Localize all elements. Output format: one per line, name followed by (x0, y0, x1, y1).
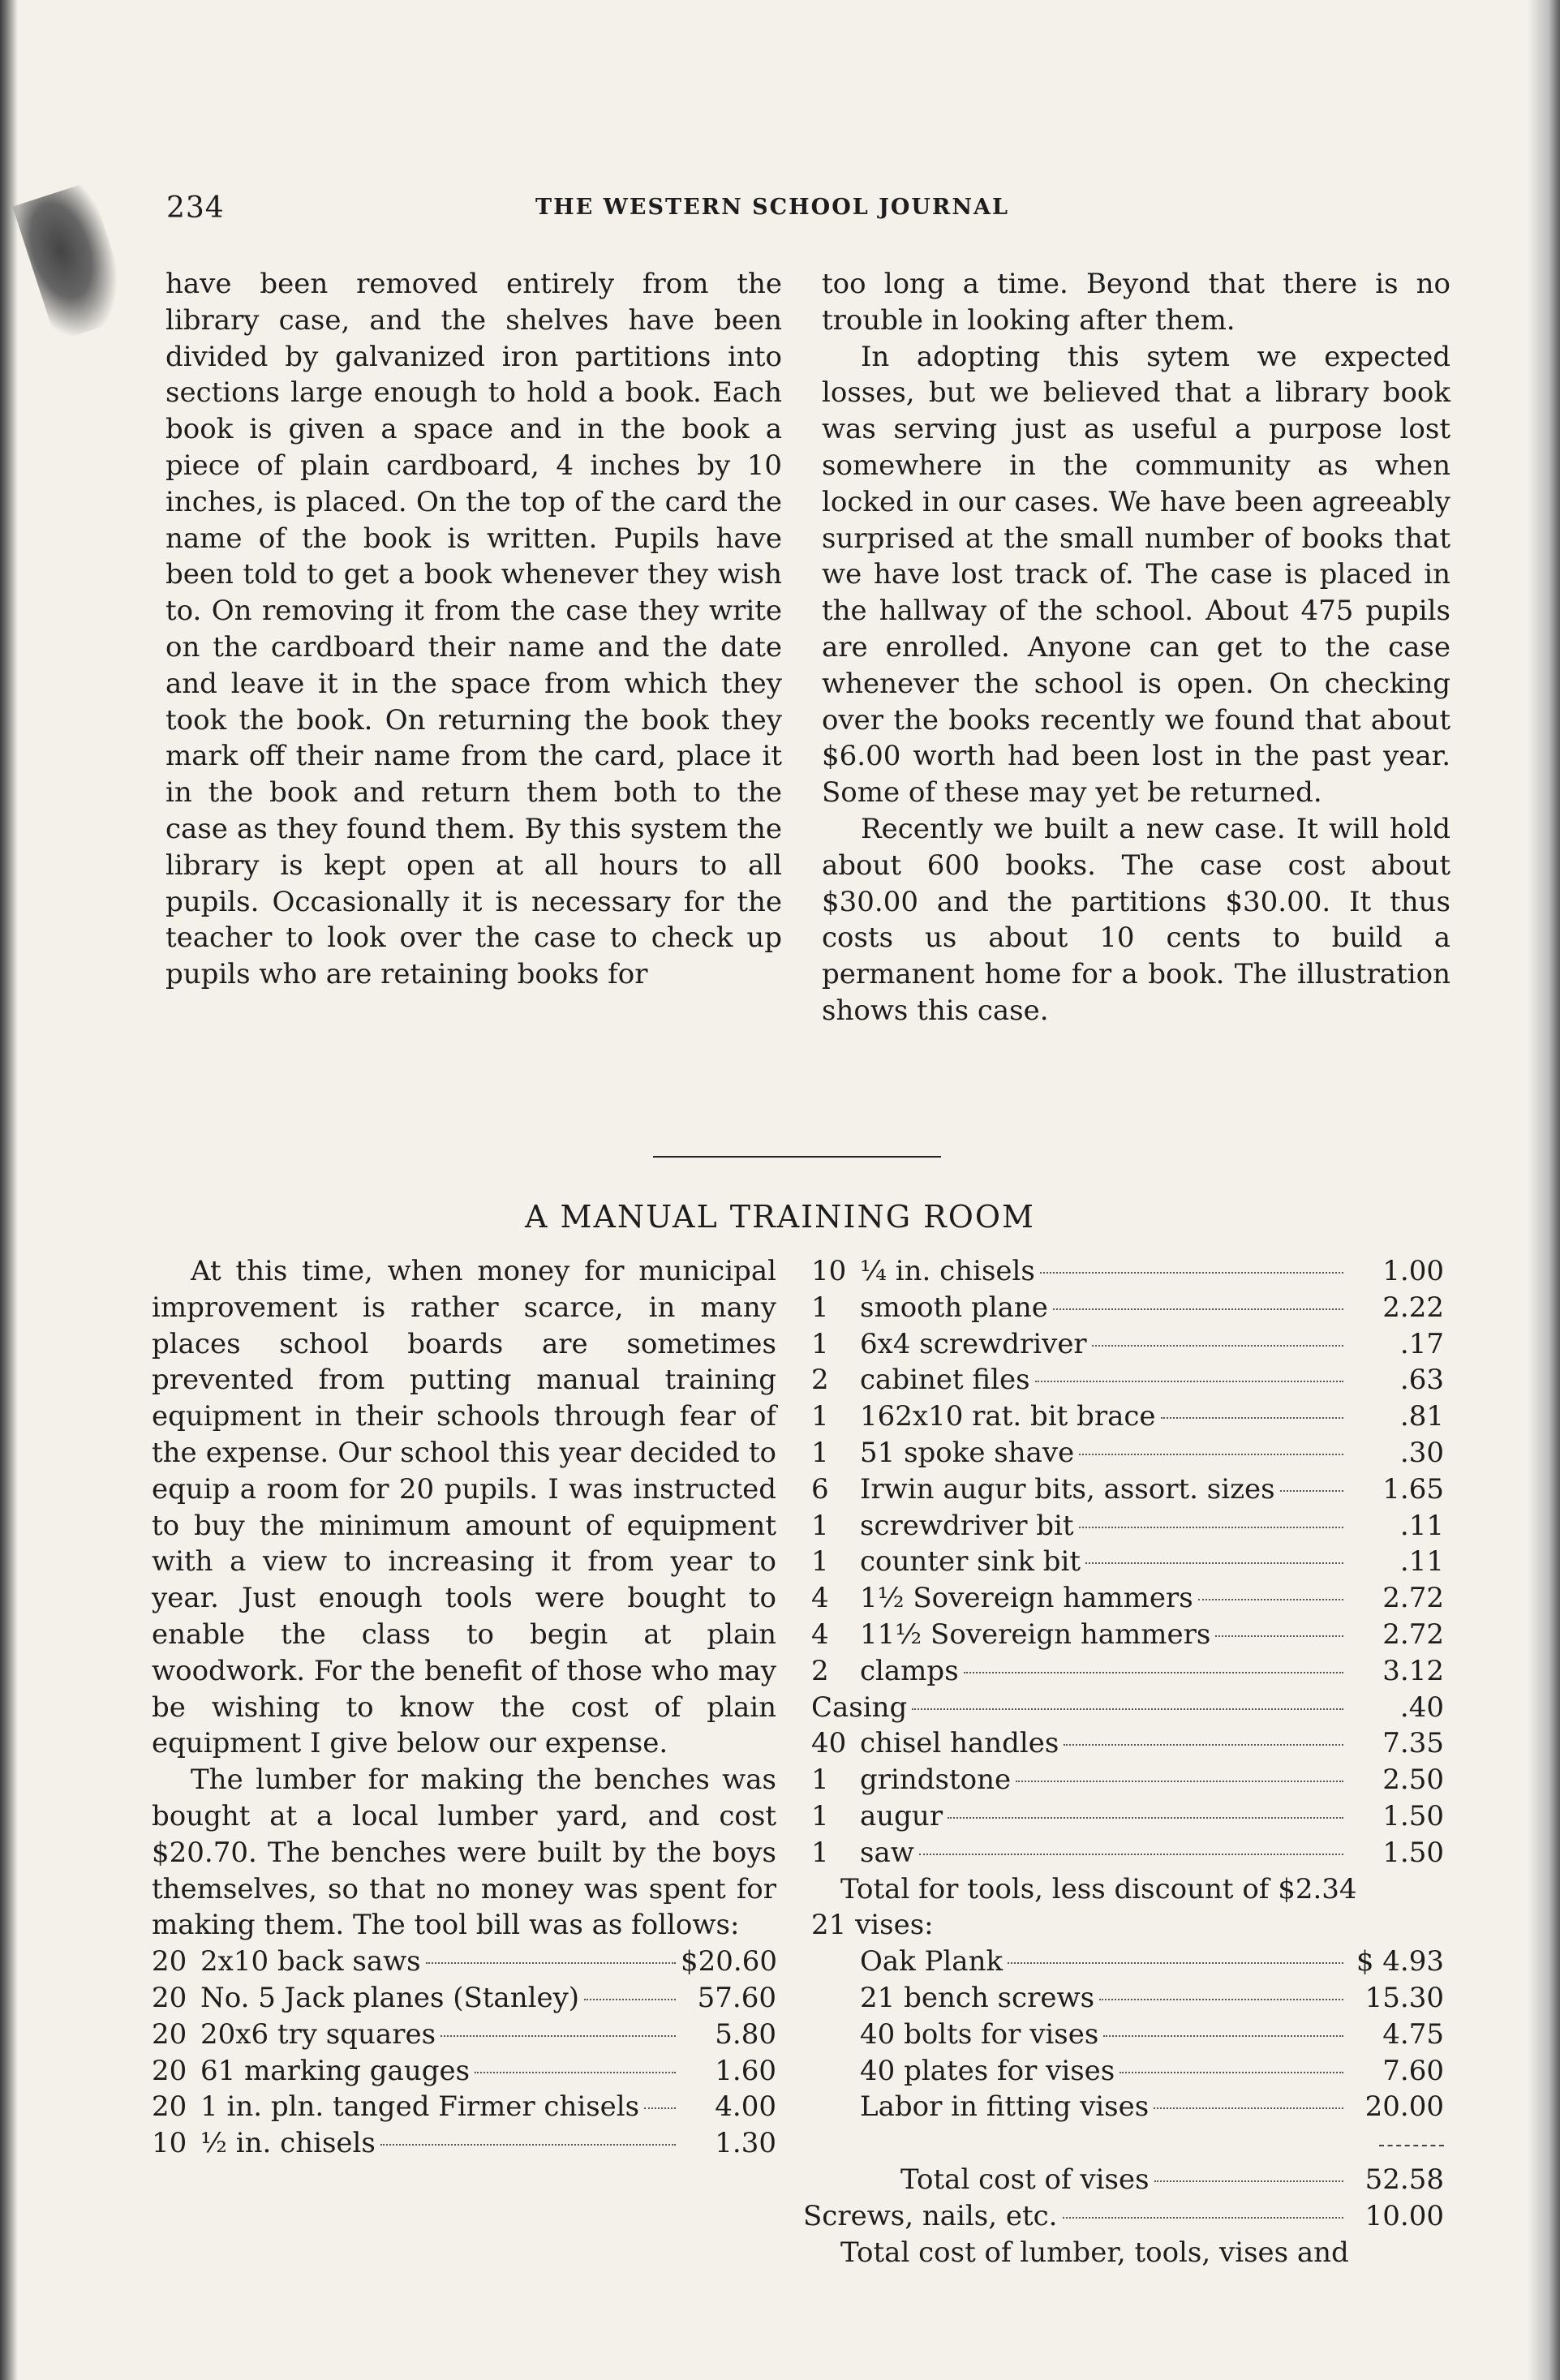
list-item (811, 1508, 1444, 1544)
list-item (811, 1544, 1444, 1580)
screws-label: Screws, nails, etc. (803, 2199, 1058, 2232)
library-article-right-column (822, 266, 1450, 1029)
item-description: 162x10 rat. bit brace (860, 1400, 1156, 1433)
item-amount: 4.00 (715, 2090, 776, 2124)
manual-training-paragraph-2: The lumber for making the benches was bought at a local lumber yard, and cost $20.70. The benches were built by the boys themselves, so that no money was spent for making them. The tool bill was as follows: (152, 1764, 776, 1942)
item-quantity: 1 (811, 1836, 829, 1869)
page-left-edge (0, 0, 18, 2380)
item-quantity: 1 (811, 1799, 829, 1832)
dot-leader (1103, 2035, 1343, 2037)
item-quantity: 4 (811, 1582, 829, 1615)
dot-leader (964, 1672, 1343, 1673)
page-number: 234 (166, 191, 225, 225)
item-quantity: 6 (811, 1472, 829, 1506)
item-amount: 2.50 (1382, 1764, 1444, 1797)
item-description: clamps (860, 1654, 959, 1687)
list-item (811, 1580, 1444, 1617)
item-amount: .81 (1399, 1400, 1444, 1433)
item-amount: 57.60 (697, 1981, 776, 2014)
item-description: No. 5 Jack planes (Stanley) (200, 1981, 580, 2014)
item-amount: 1.60 (715, 2054, 776, 2087)
item-amount: 4.75 (1382, 2017, 1444, 2051)
item-quantity: 10 (811, 1255, 847, 1287)
list-item (811, 1762, 1444, 1798)
item-amount: .11 (1399, 1509, 1444, 1542)
item-amount: 20.00 (1364, 2090, 1444, 2124)
item-amount: 2.72 (1382, 1617, 1444, 1651)
final-total-line: Total cost of lumber, tools, vises and (840, 2236, 1349, 2269)
item-description: 40 bolts for vises (860, 2017, 1099, 2051)
dot-leader (1161, 1417, 1343, 1419)
item-amount: .17 (1399, 1327, 1444, 1360)
dot-leader (1085, 1562, 1343, 1564)
item-description: Oak Plank (860, 1945, 1003, 1978)
list-item (811, 1725, 1444, 1762)
item-amount: 5.80 (715, 2017, 776, 2051)
item-description: Casing (811, 1690, 908, 1724)
list-item (152, 2125, 776, 2162)
item-quantity: 1 (811, 1764, 829, 1797)
dot-leader (1040, 1272, 1343, 1274)
item-description: 1 in. pln. tanged Firmer chisels (200, 2090, 640, 2124)
list-item (811, 1362, 1444, 1398)
item-quantity: 4 (811, 1617, 829, 1651)
item-quantity: 1 (811, 1327, 829, 1360)
item-quantity: 10 (152, 2127, 187, 2160)
item-description: 6x4 screwdriver (860, 1327, 1087, 1360)
item-quantity: 20 (152, 1945, 187, 1978)
list-item (152, 1980, 776, 2017)
item-amount: .63 (1399, 1364, 1444, 1397)
vises-label: 21 vises: (811, 1909, 934, 1942)
vises-total-row (900, 2162, 1444, 2198)
dot-leader (380, 2144, 676, 2146)
item-quantity: 20 (152, 2090, 187, 2124)
library-article-left-column (165, 266, 782, 993)
item-description: Labor in fitting vises (860, 2090, 1150, 2124)
dot-leader (1198, 1599, 1343, 1600)
item-description: 20x6 try squares (200, 2017, 436, 2051)
dot-leader (440, 2035, 676, 2037)
library-right-paragraph-2: In adopting this sytem we expected losses, but we believed that a library book was serving just as useful a purpose lost somewhere in the community as when locked in our cases. We have been agreeably surprised at the small number of books that we have lost track of. The case is placed in the hallway of the school. About 475 pupils are enrolled. Anyone can get to the case whenever the school is open. On checking over the books recently we found that about $6.00 worth had been lost in the past year. Some of these may yet be returned. (822, 340, 1450, 810)
dot-leader (426, 1962, 676, 1964)
list-item (860, 2053, 1444, 2090)
item-description: grindstone (860, 1764, 1012, 1797)
item-amount: $20.60 (681, 1945, 777, 1978)
list-item (811, 1435, 1444, 1471)
item-description: screwdriver bit (860, 1509, 1074, 1542)
item-amount: .40 (1399, 1690, 1444, 1724)
screws-row (803, 2198, 1444, 2235)
item-amount: 3.12 (1382, 1654, 1444, 1687)
item-quantity: 2 (811, 1364, 829, 1397)
dot-leader (912, 1708, 1343, 1710)
item-description: augur (860, 1799, 943, 1832)
list-item (811, 1690, 1444, 1726)
dot-leader (1064, 1744, 1343, 1746)
list-item (860, 1980, 1444, 2017)
item-amount: 15.30 (1364, 1981, 1444, 2014)
item-amount: 2.22 (1382, 1291, 1444, 1324)
tool-list-right (811, 1253, 1444, 1871)
dot-leader (1154, 2180, 1343, 2182)
item-amount: $ 4.93 (1356, 1945, 1444, 1978)
vises-total-list (811, 2162, 1444, 2198)
dot-leader (1008, 1962, 1343, 1964)
item-description: 21 bench screws (860, 1981, 1095, 2014)
item-quantity: 1 (811, 1436, 829, 1469)
list-item (811, 1798, 1444, 1835)
list-item (860, 2017, 1444, 2053)
item-description: 11½ Sovereign hammers (860, 1617, 1211, 1651)
manual-training-left-column (152, 1253, 776, 2162)
item-quantity: 20 (152, 2054, 187, 2087)
list-item (811, 1471, 1444, 1508)
list-item (152, 2089, 776, 2125)
item-quantity: 20 (152, 1981, 187, 2014)
item-amount: .11 (1399, 1545, 1444, 1579)
item-amount: .30 (1399, 1436, 1444, 1469)
list-item (152, 1944, 776, 1980)
list-item (811, 1835, 1444, 1871)
section-title: A MANUAL TRAINING ROOM (525, 1199, 1035, 1235)
dot-leader (948, 1817, 1343, 1819)
item-amount: 1.65 (1382, 1472, 1444, 1506)
item-description: smooth plane (860, 1291, 1048, 1324)
dot-leader (584, 1999, 676, 2000)
item-quantity: 1 (811, 1400, 829, 1433)
sum-rule (811, 2125, 1444, 2162)
item-description: cabinet files (860, 1364, 1030, 1397)
dot-leader (1092, 1345, 1343, 1347)
item-amount: 1.50 (1382, 1836, 1444, 1869)
dot-leader (1280, 1490, 1343, 1492)
dot-leader (1099, 1999, 1343, 2000)
item-amount: 7.60 (1382, 2054, 1444, 2087)
item-amount: 2.72 (1382, 1582, 1444, 1615)
library-right-paragraph-3: Recently we built a new case. It will hold about 600 books. The case cost about $30.00 and the partitions $30.00. It thus costs us about 10 cents to build a permanent home for a book. The illustration shows this case. (822, 812, 1450, 1027)
item-description: 2x10 back saws (200, 1945, 421, 1978)
list-item (811, 1653, 1444, 1690)
dot-leader (1079, 1527, 1343, 1528)
item-description: counter sink bit (860, 1545, 1081, 1579)
dot-leader (1154, 2107, 1343, 2109)
item-description: Irwin augur bits, assort. sizes (860, 1472, 1275, 1506)
library-left-paragraph: have been removed entirely from the library case, and the shelves have been divided by galvanized iron partitions into sections large enough to hold a book. Each book is given a space and in the book a piece of plain cardboard, 4 inches by 10 inches, is placed. On the top of the card the name of the book is written. Pupils have been told to get a book whenever they wish to. On removing it from the case they write on the cardboard their name and the date and leave it in the space from which they took the book. On returning the book they mark off their name from the card, place it in the book and return them both to the case as they found them. By this system the library is kept open at all hours to all pupils. Occasionally it is necessary for the teacher to look over the case to check up pupils who are retaining books for (165, 268, 782, 991)
list-item (811, 1253, 1444, 1290)
item-description: saw (860, 1836, 914, 1869)
list-item (811, 1326, 1444, 1363)
item-quantity: 1 (811, 1545, 829, 1579)
list-item (860, 2089, 1444, 2125)
screws-amount: 10.00 (1364, 2199, 1444, 2232)
library-right-paragraph-1: too long a time. Beyond that there is no trouble in looking after them. (822, 268, 1450, 337)
manual-training-right-column (803, 1253, 1444, 2270)
item-description: 61 marking gauges (200, 2054, 471, 2087)
list-item (860, 1944, 1444, 1980)
item-description: chisel handles (860, 1727, 1059, 1760)
item-quantity: 20 (152, 2017, 187, 2051)
item-quantity: 40 (811, 1727, 847, 1760)
dot-leader (1063, 2217, 1344, 2219)
page-right-edge (1528, 0, 1560, 2380)
scan-smudge (12, 182, 133, 342)
tool-list-left (152, 1944, 776, 2162)
dot-leader (1035, 1381, 1343, 1382)
item-quantity: 2 (811, 1654, 829, 1687)
list-item (811, 1290, 1444, 1326)
item-description: ½ in. chisels (200, 2127, 376, 2160)
item-amount: 1.00 (1382, 1255, 1444, 1287)
vise-item-list (811, 1944, 1444, 2125)
list-item (152, 2017, 776, 2053)
dot-leader (475, 2072, 676, 2073)
dot-leader (1120, 2072, 1343, 2073)
vises-total-amount: 52.58 (1364, 2163, 1444, 2196)
tools-total-line: Total for tools, less discount of $2.34 (840, 1872, 1357, 1905)
list-item (152, 2053, 776, 2090)
manual-training-paragraph-1: At this time, when money for municipal improvement is rather scarce, in many places school boards are sometimes prevented from putting manual training equipment in their schools through fear of the expense. Our school this year decided to equip a room for 20 pupils. I was instructed to buy the minimum amount of equipment with a view to increasing it from year to year. Just enough tools were bought to enable the class to begin at plain woodwork. For the benefit of those who may be wishing to know the cost of plain equipment I give below our expense. (152, 1255, 776, 1760)
list-item (811, 1617, 1444, 1653)
dot-leader (1016, 1781, 1343, 1782)
screws-list (803, 2198, 1444, 2235)
section-divider (653, 1156, 941, 1158)
dot-leader (1079, 1454, 1343, 1455)
item-quantity: 1 (811, 1509, 829, 1542)
dot-leader (1053, 1308, 1343, 1310)
item-description: ¼ in. chisels (860, 1255, 1035, 1287)
dot-leader (1215, 1635, 1343, 1637)
dot-leader (919, 1854, 1343, 1855)
vises-total-label: Total cost of vises (900, 2163, 1150, 2196)
item-description: 40 plates for vises (860, 2054, 1115, 2087)
item-amount: 1.50 (1382, 1799, 1444, 1832)
item-quantity: 1 (811, 1291, 829, 1324)
item-amount: 7.35 (1382, 1727, 1444, 1760)
item-amount: 1.30 (715, 2127, 776, 2160)
dot-leader (644, 2107, 676, 2109)
list-item (811, 1398, 1444, 1435)
running-head: THE WESTERN SCHOOL JOURNAL (535, 195, 1009, 220)
item-description: 1½ Sovereign hammers (860, 1582, 1193, 1615)
item-description: 51 spoke shave (860, 1436, 1075, 1469)
